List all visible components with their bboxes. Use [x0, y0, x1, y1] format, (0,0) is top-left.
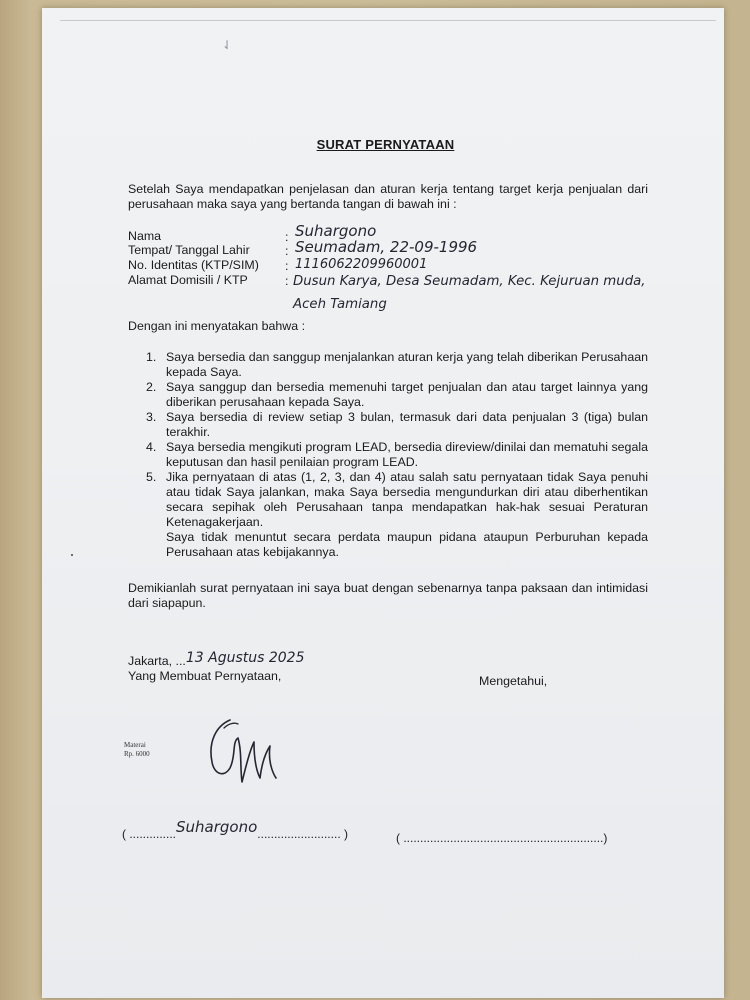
signer-name-line — [122, 818, 348, 842]
id-colon: : — [285, 259, 289, 273]
id-value: 1116062209960001 — [295, 257, 428, 272]
list-item — [128, 470, 648, 530]
list-item-text: Saya bersedia dan sanggup menjalankan aturan kerja yang telah diberikan Perusahaan kepada Saya. — [166, 350, 648, 379]
list-item-text: Saya bersedia di review setiap 3 bulan, termasuk dari data penjualan 3 (tiga) bulan terakhir. — [166, 410, 648, 439]
address-label: Alamat Domisili / KTP — [128, 273, 248, 287]
staple-mark-icon: ⇃ — [222, 38, 233, 52]
acknowledger-name-line: ( ............................................................) — [396, 831, 608, 845]
name-value: Suhargono — [295, 222, 377, 240]
list-item-text: Jika pernyataan di atas (1, 2, 3, dan 4) atau salah satu pernyataan tidak Saya penuhi atau tidak Saya jalankan, maka Saya bersedia mengundurkan diri atau diberhentikan secara sepihak oleh Perusahaan tanpa mendapatkan hak-hak sesuai Peraturan Ketenagakerjaan. — [166, 470, 648, 529]
statement-document — [42, 8, 724, 998]
signature-stroke — [211, 720, 276, 782]
declare-intro: Dengan ini menyatakan bahwa : — [128, 319, 306, 333]
date-dots: ... — [175, 654, 186, 668]
document-title-text: SURAT PERNYATAAN — [316, 137, 455, 152]
list-item — [128, 410, 648, 440]
name-colon: : — [285, 230, 289, 244]
place-date — [128, 650, 305, 669]
acknowledged-label: Mengetahui, — [479, 674, 548, 688]
birth-colon: : — [285, 244, 289, 258]
list-item-number: 1. — [146, 350, 157, 364]
list-item-number: 5. — [146, 470, 157, 484]
signer-line-close: ......................... ) — [257, 827, 348, 841]
intro-paragraph: Setelah Saya mendapatkan penjelasan dan aturan kerja tentang target kerja penjualan dari perusahaan maka saya yang bertanda tangan di bawah ini : — [128, 182, 648, 211]
list-item-number: 2. — [146, 380, 157, 394]
list-item — [128, 350, 648, 380]
document-title — [42, 137, 724, 152]
materai-line2: Rp. 6000 — [124, 750, 150, 758]
date-handwritten: 13 Agustus 2025 — [185, 650, 305, 666]
statement-list — [128, 350, 648, 560]
list-item-text: Saya sanggup dan bersedia memenuhi target penjualan dan atau target lainnya yang diberikan perusahaan kepada Saya. — [166, 380, 648, 409]
materai-line1: Materai — [124, 741, 146, 749]
list-item-continuation: Saya tidak menuntut secara perdata maupun pidana ataupun Perburuhan kepada Perusahaan atas kebijakannya. — [166, 530, 648, 559]
list-item-text: Saya bersedia mengikuti program LEAD, bersedia direview/dinilai dan mematuhi segala keputusan dan hasil penilaian program LEAD. — [166, 440, 648, 469]
place-label: Jakarta, — [128, 654, 176, 668]
name-label: Nama — [128, 229, 162, 243]
list-item — [128, 380, 648, 410]
signature-scribble — [202, 712, 280, 790]
list-item-number: 4. — [146, 440, 157, 454]
signer-line-open: ( .............. — [122, 827, 177, 841]
list-item-number: 3. — [146, 410, 157, 424]
list-item — [128, 440, 648, 470]
maker-label: Yang Membuat Pernyataan, — [128, 669, 282, 683]
id-label: No. Identitas (KTP/SIM) — [128, 258, 259, 272]
address-colon: : — [285, 274, 289, 288]
birth-value: Seumadam, 22-09-1996 — [295, 238, 478, 256]
signature-flourish — [224, 723, 238, 728]
address-value-line2: Aceh Tamiang — [293, 297, 387, 312]
closing-paragraph: Demikianlah surat pernyataan ini saya buat dengan sebenarnya tanpa paksaan dan intimidasi dari siapapun. — [128, 581, 648, 610]
birth-label: Tempat/ Tanggal Lahir — [128, 243, 250, 257]
address-value-line1: Dusun Karya, Desa Seumadam, Kec. Kejuruan muda, — [293, 274, 646, 289]
materai-stamp — [124, 741, 150, 759]
paper-sheet — [42, 8, 724, 998]
signer-name: Suhargono — [176, 818, 258, 836]
